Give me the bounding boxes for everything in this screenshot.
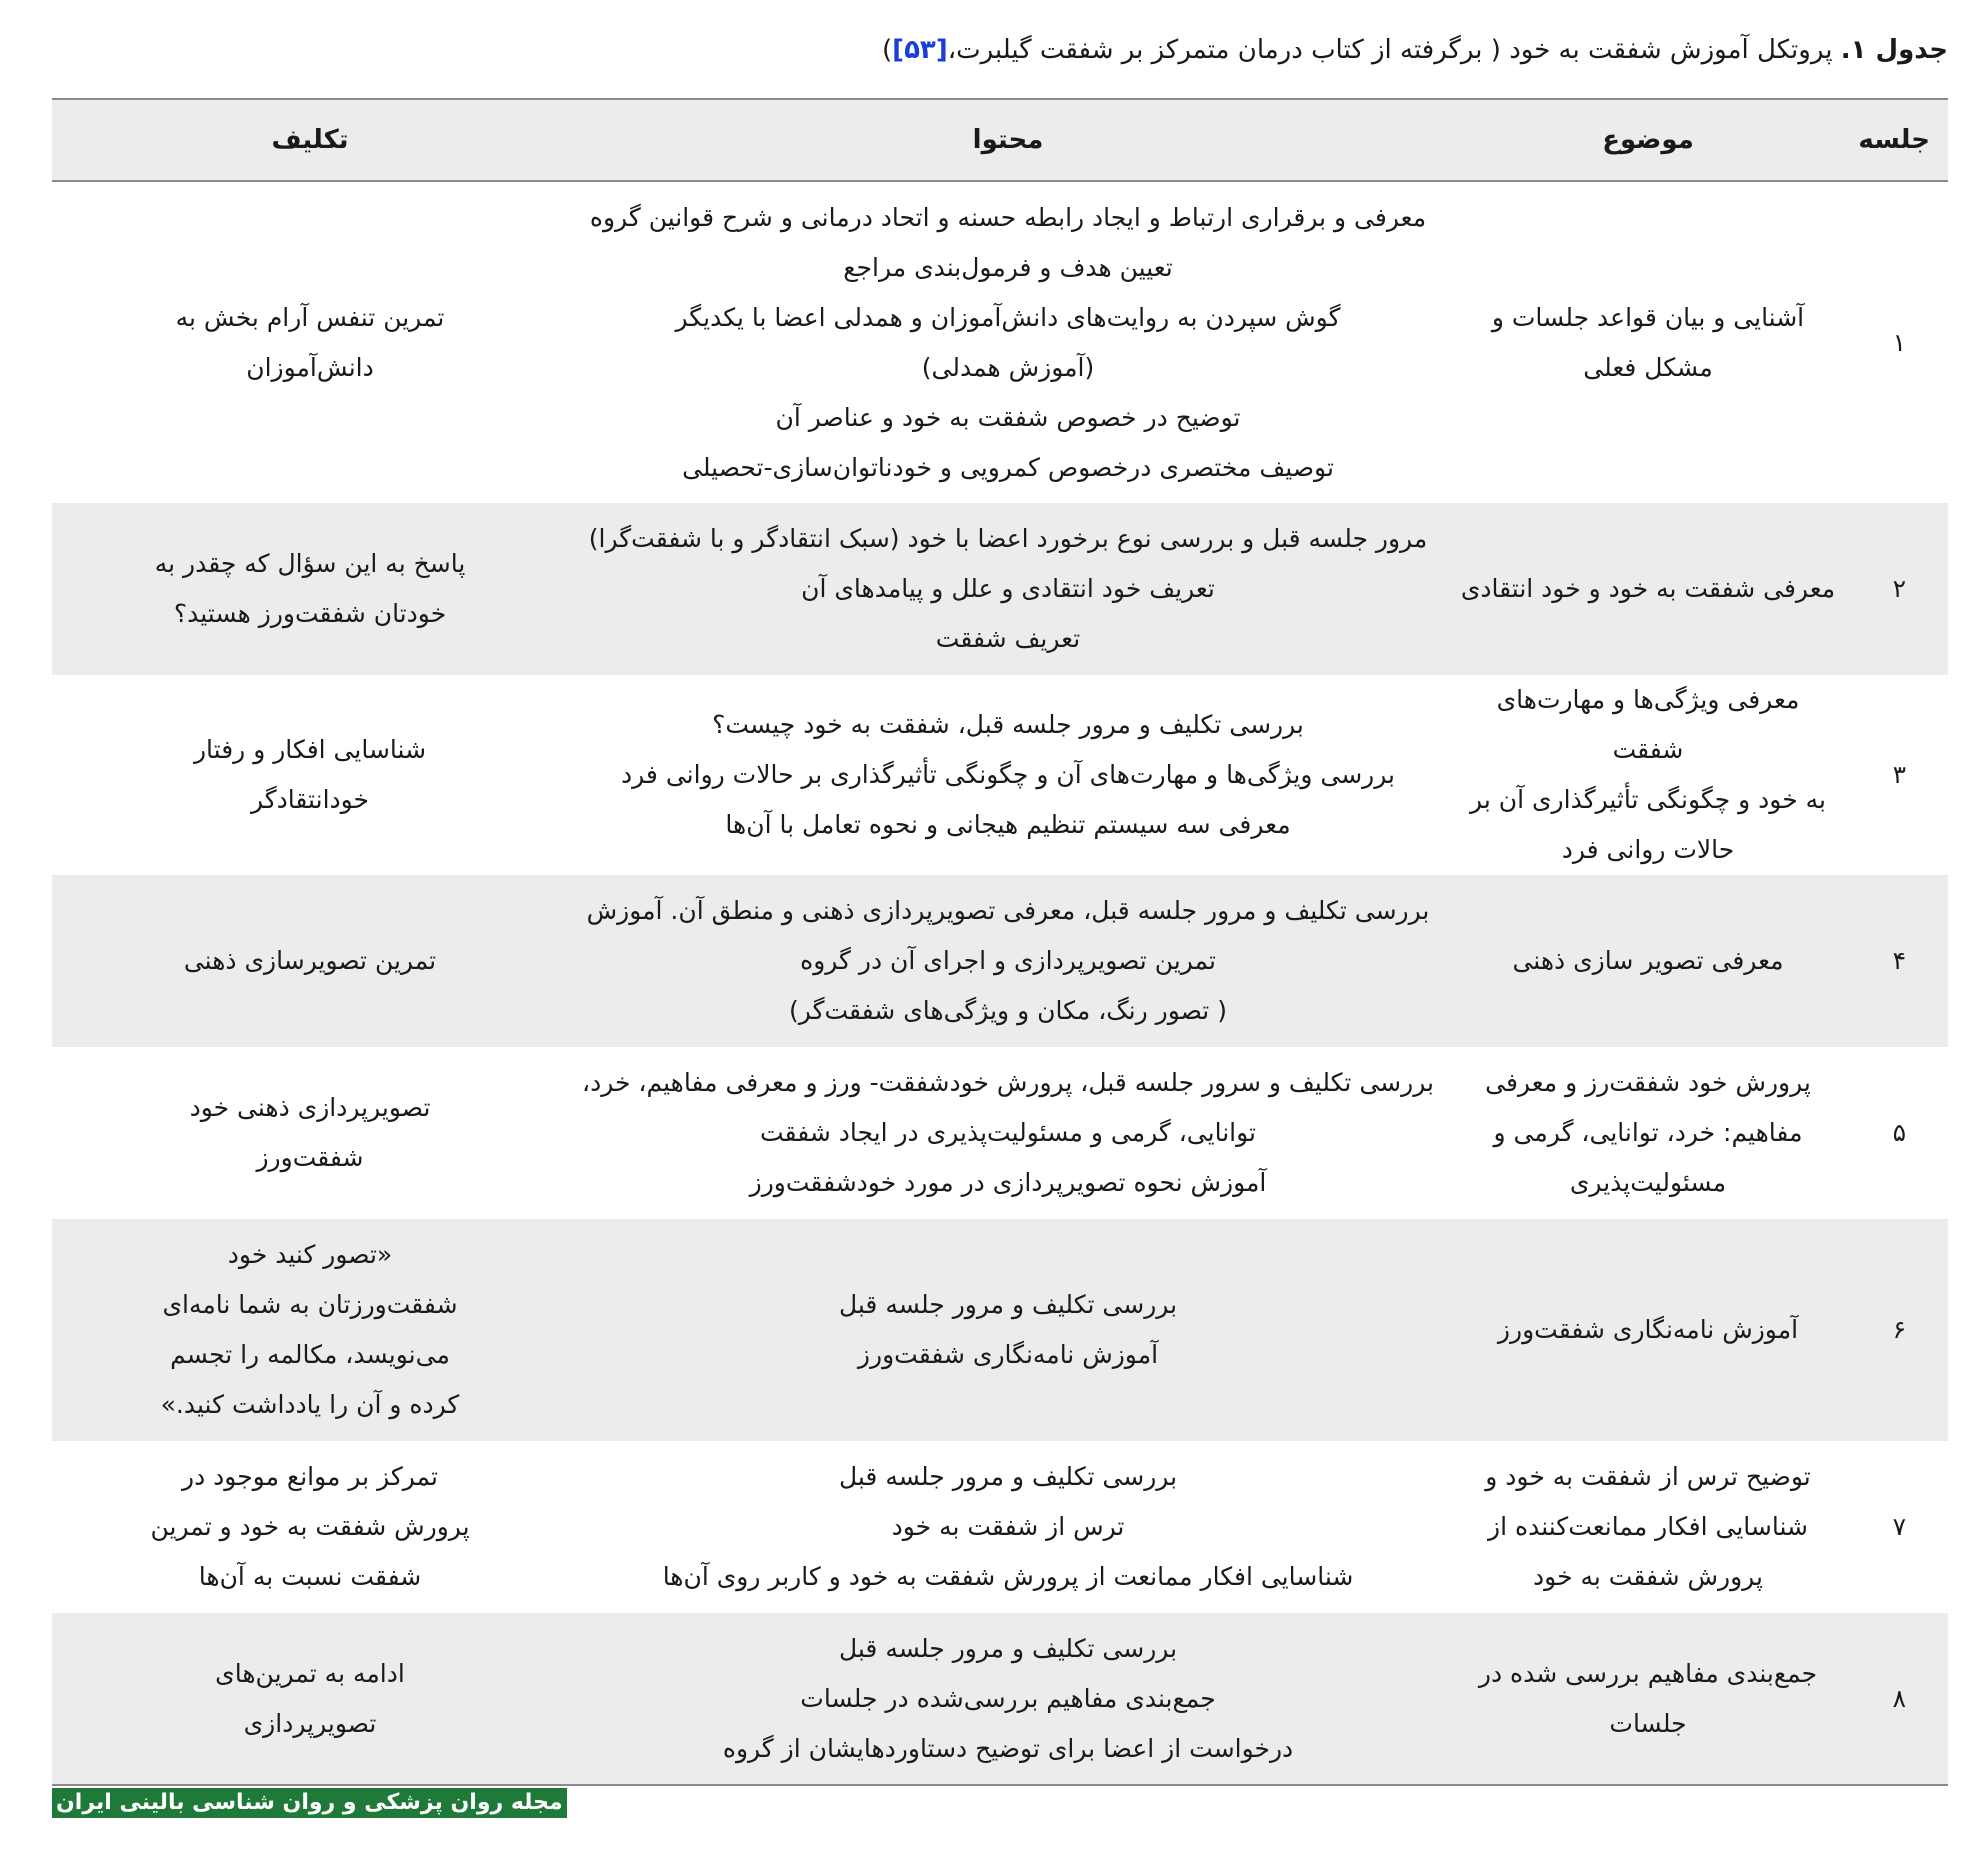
header-assignment: تکلیف — [271, 125, 349, 155]
content-cell — [568, 1047, 1448, 1219]
topic-line: توضیح ترس از شفقت به خود و — [1485, 1462, 1811, 1491]
topic-line: جمع‌بندی مفاهیم بررسی شده در — [1478, 1658, 1818, 1688]
content-line: بررسی تکلیف و مرور جلسه قبل — [838, 1290, 1178, 1319]
content-line: بررسی تکلیف و سرور جلسه قبل، پرورش خودشفقت- ورز و معرفی مفاهیم، خرد، — [582, 1068, 1434, 1097]
protocol-table — [52, 98, 1948, 1786]
content-line: درخواست از اعضا برای توضیح دستاوردهایشان از گروه — [722, 1733, 1294, 1763]
content-line: ترس از شفقت به خود — [891, 1512, 1125, 1541]
content-line: جمع‌بندی مفاهیم بررسی‌شده در جلسات — [800, 1683, 1216, 1713]
table-row — [52, 1047, 1948, 1219]
assignment-line: ادامه به تمرین‌های — [215, 1658, 405, 1688]
content-line: بررسی تکلیف و مرور جلسه قبل، معرفی تصویرپردازی ذهنی و منطق آن. آموزش — [586, 896, 1430, 925]
assignment-cell — [52, 503, 568, 675]
table-row — [52, 875, 1948, 1047]
session-number: ۵ — [1892, 1118, 1906, 1147]
content-line: شناسایی افکار ممانعت از پرورش شفقت به خود و کاربر روی آن‌ها — [662, 1562, 1354, 1591]
content-line: بررسی تکلیف و مرور جلسه قبل، شفقت به خود چیست؟ — [712, 710, 1304, 739]
header-content: محتوا — [972, 125, 1044, 155]
page — [52, 26, 1948, 1786]
content-line: معرفی سه سیستم تنظیم هیجانی و نحوه تعامل با آن‌ها — [725, 810, 1291, 839]
assignment-line: پرورش شفقت به خود و تمرین — [150, 1512, 470, 1541]
content-cell — [568, 181, 1448, 503]
assignment-line: شفقت‌ورز — [256, 1143, 364, 1172]
topic-line: مفاهیم: خرد، توانایی، گرمی و — [1493, 1118, 1803, 1147]
topic-cell — [1448, 1441, 1848, 1613]
topic-cell — [1448, 1047, 1848, 1219]
topic-line: حالات روانی فرد — [1561, 835, 1735, 864]
content-line: گوش سپردن به روایت‌های دانش‌آموزان و همدلی اعضا با یکدیگر — [675, 302, 1341, 332]
content-line: تعریف شفقت — [935, 624, 1081, 653]
header-session: جلسه — [1858, 125, 1930, 155]
topic-line: آشنایی و بیان قواعد جلسات و — [1491, 302, 1805, 332]
content-line: مرور جلسه قبل و بررسی نوع برخورد اعضا با خود (سبک انتقادگر و با شفقت‌گرا) — [588, 524, 1428, 553]
assignment-line: «تصور کنید خود — [227, 1240, 393, 1269]
content-line: تمرین تصویرپردازی و اجرای آن در گروه — [800, 946, 1216, 975]
content-line: آموزش نامه‌نگاری شفقت‌ورز — [857, 1340, 1159, 1369]
content-line: معرفی و برقراری ارتباط و ایجاد رابطه حسنه و اتحاد درمانی و شرح قوانین گروه — [589, 202, 1427, 232]
content-line: تعریف خود انتقادی و علل و پیامدهای آن — [801, 574, 1215, 603]
topic-cell — [1448, 875, 1848, 1047]
caption-label: جدول ۱. — [1840, 35, 1948, 65]
session-number: ۸ — [1892, 1683, 1906, 1713]
journal-logo: مجله روان پزشکی و روان شناسی بالینی ایران — [52, 1788, 567, 1818]
assignment-cell — [52, 181, 568, 503]
assignment-line: تمرین تنفس آرام بخش به — [175, 302, 445, 332]
table-row — [52, 181, 1948, 503]
assignment-line: می‌نویسد، مکالمه را تجسم — [170, 1340, 450, 1369]
content-cell — [568, 675, 1448, 875]
topic-line: به خود و چگونگی تأثیرگذاری آن بر — [1470, 785, 1826, 814]
session-number: ۶ — [1892, 1315, 1906, 1344]
topic-cell — [1448, 675, 1848, 875]
topic-line: جلسات — [1609, 1708, 1687, 1738]
topic-line: شناسایی افکار ممانعت‌کننده از — [1488, 1512, 1808, 1541]
topic-line: معرفی شفقت به خود و خود انتقادی — [1460, 574, 1836, 603]
session-number: ۷ — [1892, 1512, 1906, 1541]
content-line: (آموزش همدلی) — [921, 352, 1095, 382]
topic-line: مسئولیت‌پذیری — [1569, 1168, 1727, 1197]
topic-cell — [1448, 1613, 1848, 1785]
assignment-line: شناسایی افکار و رفتار — [193, 735, 427, 764]
topic-line: پرورش خود شفقت‌رز و معرفی — [1485, 1068, 1811, 1097]
topic-line: معرفی تصویر سازی ذهنی — [1512, 946, 1784, 975]
topic-line: آموزش نامه‌نگاری شفقت‌ورز — [1497, 1315, 1799, 1344]
content-line: بررسی تکلیف و مرور جلسه قبل — [838, 1633, 1178, 1663]
content-cell — [568, 503, 1448, 675]
header-topic: موضوع — [1602, 125, 1694, 155]
assignment-line: دانش‌آموزان — [246, 352, 374, 382]
assignment-line: تمرین تصویرسازی ذهنی — [183, 946, 437, 975]
session-number: ۲ — [1892, 574, 1906, 603]
content-line: توضیح در خصوص شفقت به خود و عناصر آن — [775, 402, 1241, 432]
assignment-line: تمرکز بر موانع موجود در — [182, 1462, 438, 1491]
content-cell — [568, 1441, 1448, 1613]
table-row — [52, 1219, 1948, 1441]
caption-suffix: ) — [882, 35, 893, 65]
session-number: ۳ — [1892, 760, 1906, 789]
topic-cell — [1448, 503, 1848, 675]
content-line: توصیف مختصری درخصوص کمرویی و خودناتوان‌سازی-تحصیلی — [682, 452, 1334, 482]
assignment-line: تصویرپردازی ذهنی خود — [189, 1093, 431, 1122]
content-cell — [568, 1613, 1448, 1785]
content-line: آموزش نحوه تصویرپردازی در مورد خودشفقت‌ورز — [749, 1168, 1267, 1197]
content-line: بررسی تکلیف و مرور جلسه قبل — [838, 1462, 1178, 1491]
assignment-line: کرده و آن را یادداشت کنید.» — [160, 1390, 460, 1419]
content-line: بررسی ویژگی‌ها و مهارت‌های آن و چگونگی تأثیرگذاری بر حالات روانی فرد — [621, 760, 1395, 789]
content-line: توانایی، گرمی و مسئولیت‌پذیری در ایجاد شفقت — [760, 1118, 1256, 1147]
assignment-line: خودتان شفقت‌ورز هستید؟ — [173, 599, 447, 628]
assignment-cell — [52, 1047, 568, 1219]
topic-cell — [1448, 181, 1848, 503]
content-line: ( تصور رنگ، مکان و ویژگی‌های شفقت‌گر) — [789, 996, 1227, 1025]
topic-line: پرورش شفقت به خود — [1533, 1562, 1763, 1591]
content-cell — [568, 875, 1448, 1047]
table-row — [52, 503, 1948, 675]
table-row — [52, 1441, 1948, 1613]
table-caption — [52, 26, 1948, 74]
assignment-line: شفقت‌ورزتان به شما نامه‌ای — [162, 1290, 458, 1319]
assignment-line: پاسخ به این سؤال که چقدر به — [154, 549, 466, 578]
assignment-line: خودانتقادگر — [250, 785, 370, 814]
content-cell — [568, 1219, 1448, 1441]
table-row — [52, 1613, 1948, 1785]
topic-line: مشکل فعلی — [1583, 352, 1713, 382]
assignment-cell — [52, 675, 568, 875]
topic-line: معرفی ویژگی‌ها و مهارت‌های شفقت — [1496, 685, 1800, 764]
table-header-row — [52, 99, 1948, 181]
assignment-cell — [52, 875, 568, 1047]
assignment-cell — [52, 1613, 568, 1785]
table-row — [52, 675, 1948, 875]
content-line: تعیین هدف و فرمول‌بندی مراجع — [843, 252, 1173, 282]
topic-cell — [1448, 1219, 1848, 1441]
caption-text: پروتکل آموزش شفقت به خود ( برگرفته از کتاب درمان متمرکز بر شفقت گیلبرت، — [947, 35, 1833, 65]
caption-reference-link[interactable]: [۵۳] — [892, 35, 948, 65]
session-number: ۱ — [1892, 327, 1906, 357]
assignment-cell — [52, 1219, 568, 1441]
assignment-line: تصویرپردازی — [243, 1708, 377, 1738]
assignment-line: شفقت نسبت به آن‌ها — [198, 1562, 422, 1591]
assignment-cell — [52, 1441, 568, 1613]
session-number: ۴ — [1892, 946, 1906, 975]
